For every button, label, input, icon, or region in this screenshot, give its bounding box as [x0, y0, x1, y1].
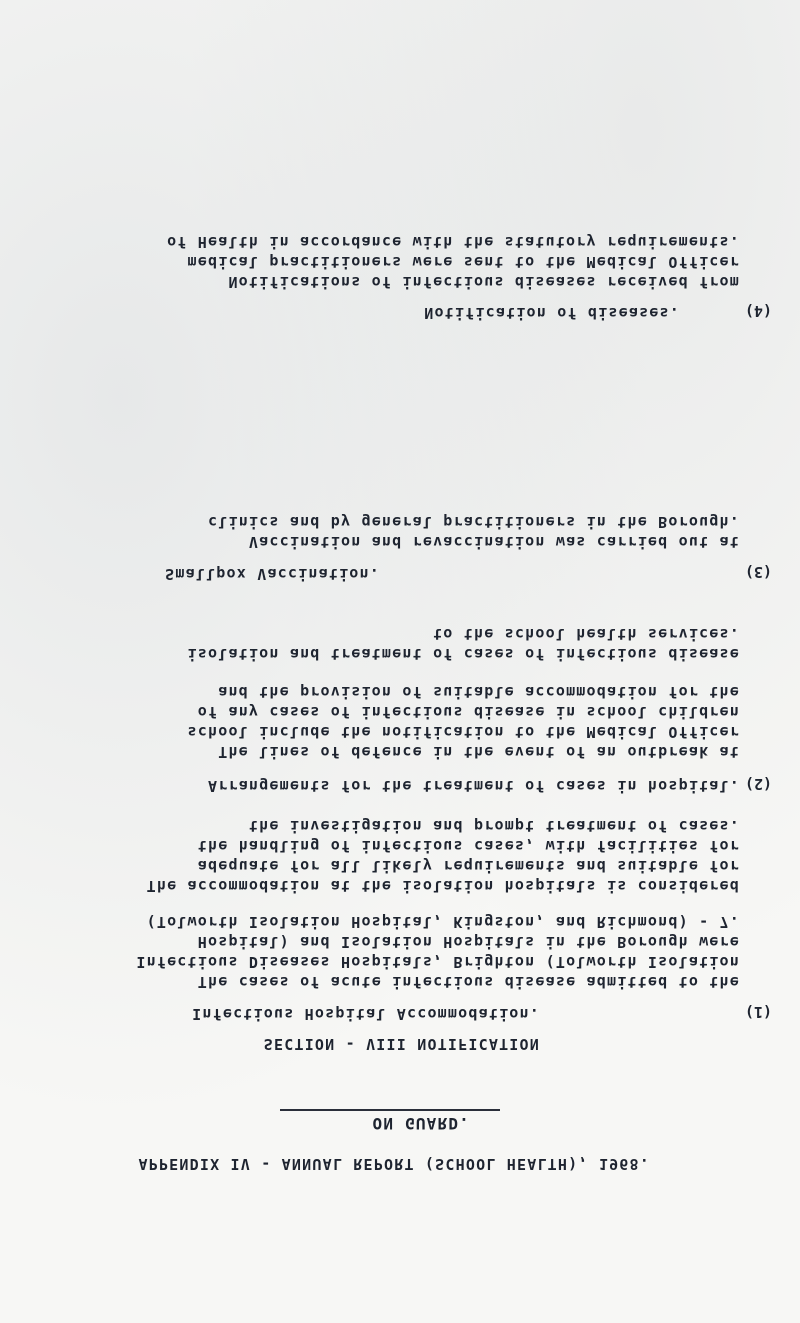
page-header-title: APPENDIX IV - ANNUAL REPORT (SCHOOL HEALTH), 1968.: [138, 1155, 650, 1173]
section-number: (4): [744, 302, 772, 320]
body-line: (Tolworth Isolation Hospital, Kingston, and Richmond) - 7.: [146, 913, 740, 931]
body-line: the investigation and prompt treatment of cases.: [248, 817, 740, 835]
body-line: adequate for all likely requirements and suitable for: [197, 857, 740, 875]
body-line: The cases of acute infectious disease admitted to the: [197, 973, 740, 991]
body-line: Vaccination and revaccination was carried out at: [248, 533, 740, 551]
body-line: The accommodation at the isolation hospitals is considered: [146, 877, 740, 895]
section-number: (2): [744, 775, 772, 793]
section-title: SECTION - VIII NOTIFICATION: [263, 1035, 540, 1053]
body-line: of any cases of infectious disease in school children: [197, 703, 740, 721]
section-heading: Infectious Hospital Accommodation.: [192, 1005, 540, 1023]
body-line: clinics and by general practitioners in the Borough.: [208, 513, 740, 531]
body-line: and the provision of suitable accommodation for the: [218, 683, 740, 701]
body-line: to the school health services.: [433, 625, 740, 643]
body-line: Infectious Diseases Hospitals, Brighton (Tolworth Isolation: [136, 953, 740, 971]
section-heading: Notification of diseases.: [424, 304, 680, 322]
body-line: school include the notification to the Medical Officer: [187, 723, 740, 741]
page-header-subtitle: ON GUARD.: [372, 1114, 470, 1133]
body-line: isolation and treatment of cases of infectious disease: [187, 645, 740, 663]
body-line: the handling of infectious cases, with facilities for: [197, 837, 740, 855]
section-number: (1): [744, 1003, 772, 1021]
body-line: Hospital) and Isolation Hospitals in the Borough were: [197, 933, 740, 951]
section-heading: Arrangements for the treatment of cases in hospital.: [208, 777, 740, 795]
section-number: (3): [744, 563, 772, 581]
body-line: medical practitioners were sent to the Medical Officer: [187, 253, 740, 271]
body-line: Notifications of infectious diseases received from: [228, 273, 740, 291]
header-rule: [280, 1109, 500, 1111]
section-heading: Smallpox Vaccination.: [165, 565, 380, 583]
body-line: The lines of defence in the event of an outbreak at: [218, 743, 740, 761]
body-line: of Health in accordance with the statutory requirements.: [167, 233, 740, 251]
